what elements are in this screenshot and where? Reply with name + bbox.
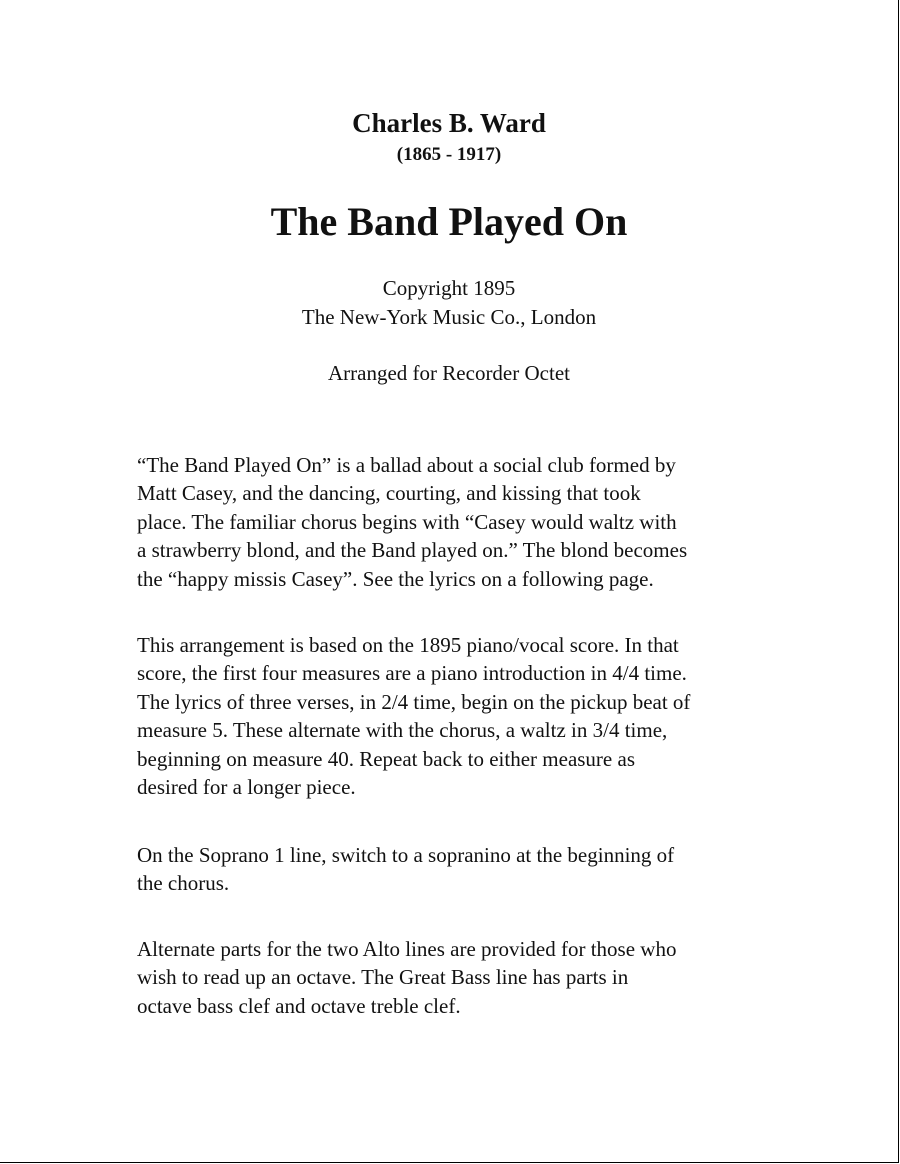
paragraph-soprano <box>137 841 777 898</box>
page-title: The Band Played On <box>270 199 628 244</box>
copyright-line: Copyright 1895 <box>382 276 516 300</box>
paragraph-intro <box>137 451 777 593</box>
paragraph-line: On the Soprano 1 line, switch to a sopranino at the beginning of <box>137 843 675 867</box>
paragraph-line: beginning on measure 40. Repeat back to either measure as <box>137 746 635 771</box>
paragraph-alternate-parts <box>137 935 777 1020</box>
paragraph-line: measure 5. These alternate with the chorus, a waltz in 3/4 time, <box>137 718 668 743</box>
paragraph-line: octave bass clef and octave treble clef. <box>137 993 461 1018</box>
paragraph-line: a strawberry blond, and the Band played on.” The blond becomes <box>137 538 688 563</box>
paragraph-line: place. The familiar chorus begins with “Casey would waltz with <box>137 509 677 534</box>
paragraph-line: the chorus. <box>137 871 230 896</box>
composer-name: Charles B. Ward <box>352 108 546 138</box>
paragraph-line: Matt Casey, and the dancing, courting, and kissing that took <box>137 481 641 506</box>
paragraph-line: This arrangement is based on the 1895 piano/vocal score. In that <box>137 633 679 657</box>
paragraph-arrangement <box>137 631 777 801</box>
paragraph-line: desired for a longer piece. <box>137 775 356 800</box>
paragraph-line: score, the first four measures are a piano introduction in 4/4 time. <box>137 661 687 686</box>
paragraph-line: wish to read up an octave. The Great Bass line has parts in <box>137 965 629 990</box>
composer-dates: (1865 - 1917) <box>396 144 502 165</box>
arrangement-line: Arranged for Recorder Octet <box>328 361 570 385</box>
paragraph-line: The lyrics of three verses, in 2/4 time, begin on the pickup beat of <box>137 689 691 714</box>
publisher-line: The New-York Music Co., London <box>301 305 597 329</box>
paragraph-line: the “happy missis Casey”. See the lyrics on a following page. <box>137 566 654 591</box>
paragraph-line: “The Band Played On” is a ballad about a social club formed by <box>137 453 676 477</box>
paragraph-line: Alternate parts for the two Alto lines are provided for those who <box>137 937 677 961</box>
